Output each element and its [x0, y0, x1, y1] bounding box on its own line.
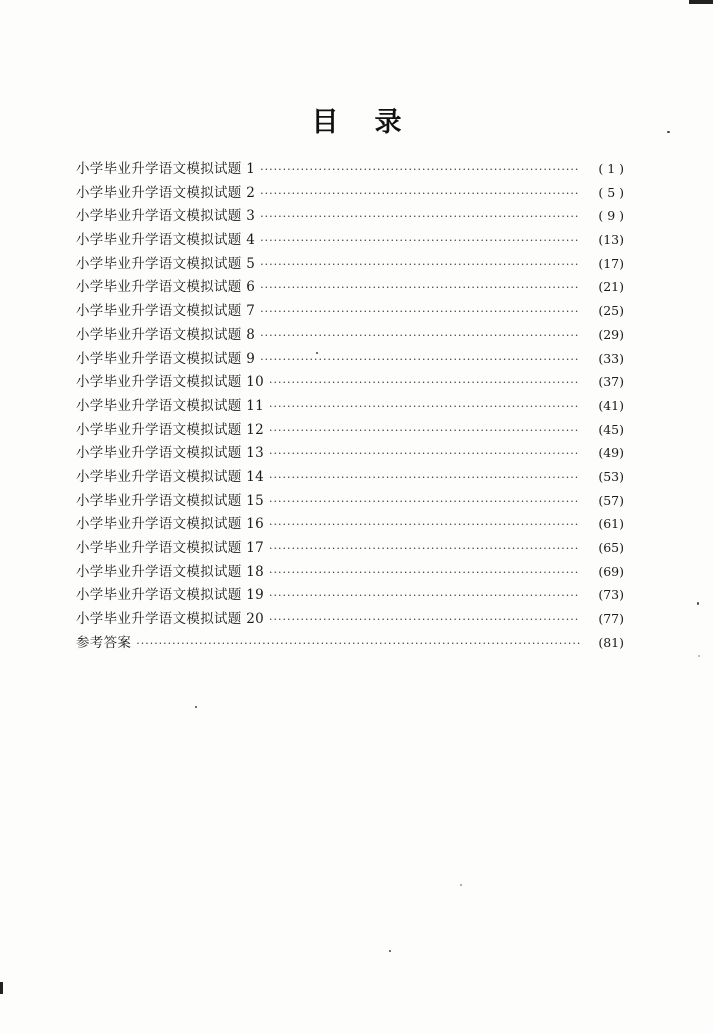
dot-leader — [260, 158, 580, 182]
toc-entry-page: (69) — [598, 563, 624, 579]
dot-leader — [260, 324, 580, 348]
toc-entry-page: (81) — [598, 634, 624, 650]
scan-speck — [698, 655, 700, 657]
toc-entry-label: 小学毕业升学语文模拟试题 15 — [76, 492, 264, 509]
toc-entry-label: 小学毕业升学语文模拟试题 4 — [76, 232, 256, 249]
toc-entry[interactable] — [76, 560, 624, 584]
toc-entry-label: 参考答案 — [76, 634, 132, 651]
toc-entry-label: 小学毕业升学语文模拟试题 17 — [76, 540, 264, 556]
toc-entry-page: (61) — [598, 516, 624, 532]
toc-entry[interactable] — [76, 536, 624, 560]
scan-speck — [460, 884, 462, 886]
toc-entry-label: 小学毕业升学语文模拟试题 9 — [76, 350, 256, 367]
dot-leader — [260, 182, 580, 206]
toc-entry[interactable] — [76, 418, 624, 442]
scan-speck — [667, 131, 670, 133]
toc-entry-label: 小学毕业升学语文模拟试题 6 — [76, 279, 256, 296]
dot-leader — [260, 276, 580, 300]
toc-entry-label: 小学毕业升学语文模拟试题 19 — [76, 587, 264, 604]
table-of-contents — [76, 157, 624, 654]
toc-entry-label: 小学毕业升学语文模拟试题 14 — [76, 468, 264, 485]
toc-entry-page: ( 1 ) — [598, 161, 624, 176]
dot-leader — [260, 300, 580, 324]
dot-leader — [269, 537, 580, 561]
toc-entry-label: 小学毕业升学语文模拟试题 5 — [76, 255, 256, 272]
toc-entry[interactable] — [76, 181, 624, 205]
toc-entry[interactable] — [76, 252, 624, 276]
toc-entry-label: 小学毕业升学语文模拟试题 2 — [76, 184, 256, 201]
toc-entry-page: ( 5 ) — [598, 184, 624, 200]
dot-leader — [269, 513, 580, 537]
toc-entry[interactable] — [76, 323, 624, 347]
dot-leader — [260, 229, 580, 253]
scan-speck — [389, 950, 391, 952]
toc-entry[interactable] — [76, 370, 624, 394]
toc-entry-label: 小学毕业升学语文模拟试题 20 — [76, 611, 264, 628]
toc-entry-answers[interactable] — [76, 631, 624, 655]
toc-entry[interactable] — [76, 275, 624, 299]
scan-speck — [697, 602, 699, 605]
toc-entry-label: 小学毕业升学语文模拟试题 12 — [76, 421, 264, 438]
scan-artifact — [689, 0, 713, 4]
dot-leader — [260, 205, 580, 229]
toc-entry[interactable] — [76, 204, 624, 228]
page-title — [0, 100, 713, 139]
scan-artifact — [0, 982, 3, 994]
toc-entry-page: (33) — [598, 350, 624, 366]
toc-entry-label: 小学毕业升学语文模拟试题 11 — [76, 397, 264, 414]
dot-leader — [269, 608, 580, 632]
toc-entry-label: 小学毕业升学语文模拟试题 8 — [76, 326, 256, 343]
dot-leader — [269, 466, 580, 490]
dot-leader — [269, 584, 580, 608]
dot-leader — [269, 561, 580, 585]
scan-speck — [195, 706, 197, 708]
toc-entry-label: 小学毕业升学语文模拟试题 13 — [76, 445, 264, 462]
toc-entry[interactable] — [76, 441, 624, 465]
toc-entry-page: (13) — [598, 232, 624, 248]
toc-entry-label: 小学毕业升学语文模拟试题 1 — [76, 161, 256, 177]
toc-entry-label: 小学毕业升学语文模拟试题 7 — [76, 303, 256, 320]
toc-entry-page: (57) — [598, 492, 624, 508]
toc-entry-page: ( 9 ) — [598, 208, 624, 224]
toc-entry-label: 小学毕业升学语文模拟试题 16 — [76, 516, 264, 533]
toc-entry-label: 小学毕业升学语文模拟试题 10 — [76, 374, 264, 391]
page-title-char: 录 — [374, 107, 402, 138]
toc-entry[interactable] — [76, 228, 624, 252]
toc-entry[interactable] — [76, 465, 624, 489]
toc-entry-page: (25) — [598, 303, 624, 319]
dot-leader — [269, 442, 580, 466]
toc-entry[interactable] — [76, 394, 624, 418]
dot-leader — [260, 253, 580, 277]
toc-entry[interactable] — [76, 157, 624, 181]
toc-entry[interactable] — [76, 347, 624, 371]
toc-entry[interactable] — [76, 489, 624, 513]
dot-leader — [269, 419, 580, 443]
dot-leader — [260, 348, 580, 372]
toc-entry-page: (65) — [598, 540, 624, 555]
dot-leader — [136, 632, 580, 656]
toc-entry-page: (49) — [598, 445, 624, 461]
toc-entry-page: (41) — [598, 397, 624, 413]
toc-entry-page: (21) — [598, 279, 624, 295]
toc-entry-page: (53) — [598, 468, 624, 484]
toc-entry-page: (73) — [598, 587, 624, 603]
toc-entry-page: (17) — [598, 255, 624, 271]
toc-entry[interactable] — [76, 607, 624, 631]
toc-entry-page: (29) — [598, 326, 624, 342]
toc-entry[interactable] — [76, 299, 624, 323]
scan-speck — [316, 352, 318, 354]
dot-leader — [269, 371, 580, 395]
toc-entry-label: 小学毕业升学语文模拟试题 3 — [76, 208, 256, 225]
dot-leader — [269, 490, 580, 514]
toc-entry-page: (77) — [598, 611, 624, 627]
page-title-char: 目 — [311, 107, 339, 138]
toc-entry[interactable] — [76, 583, 624, 607]
dot-leader — [269, 395, 580, 419]
toc-entry[interactable] — [76, 512, 624, 536]
toc-entry-page: (37) — [598, 374, 624, 390]
toc-entry-page: (45) — [598, 421, 624, 437]
toc-entry-label: 小学毕业升学语文模拟试题 18 — [76, 563, 264, 580]
